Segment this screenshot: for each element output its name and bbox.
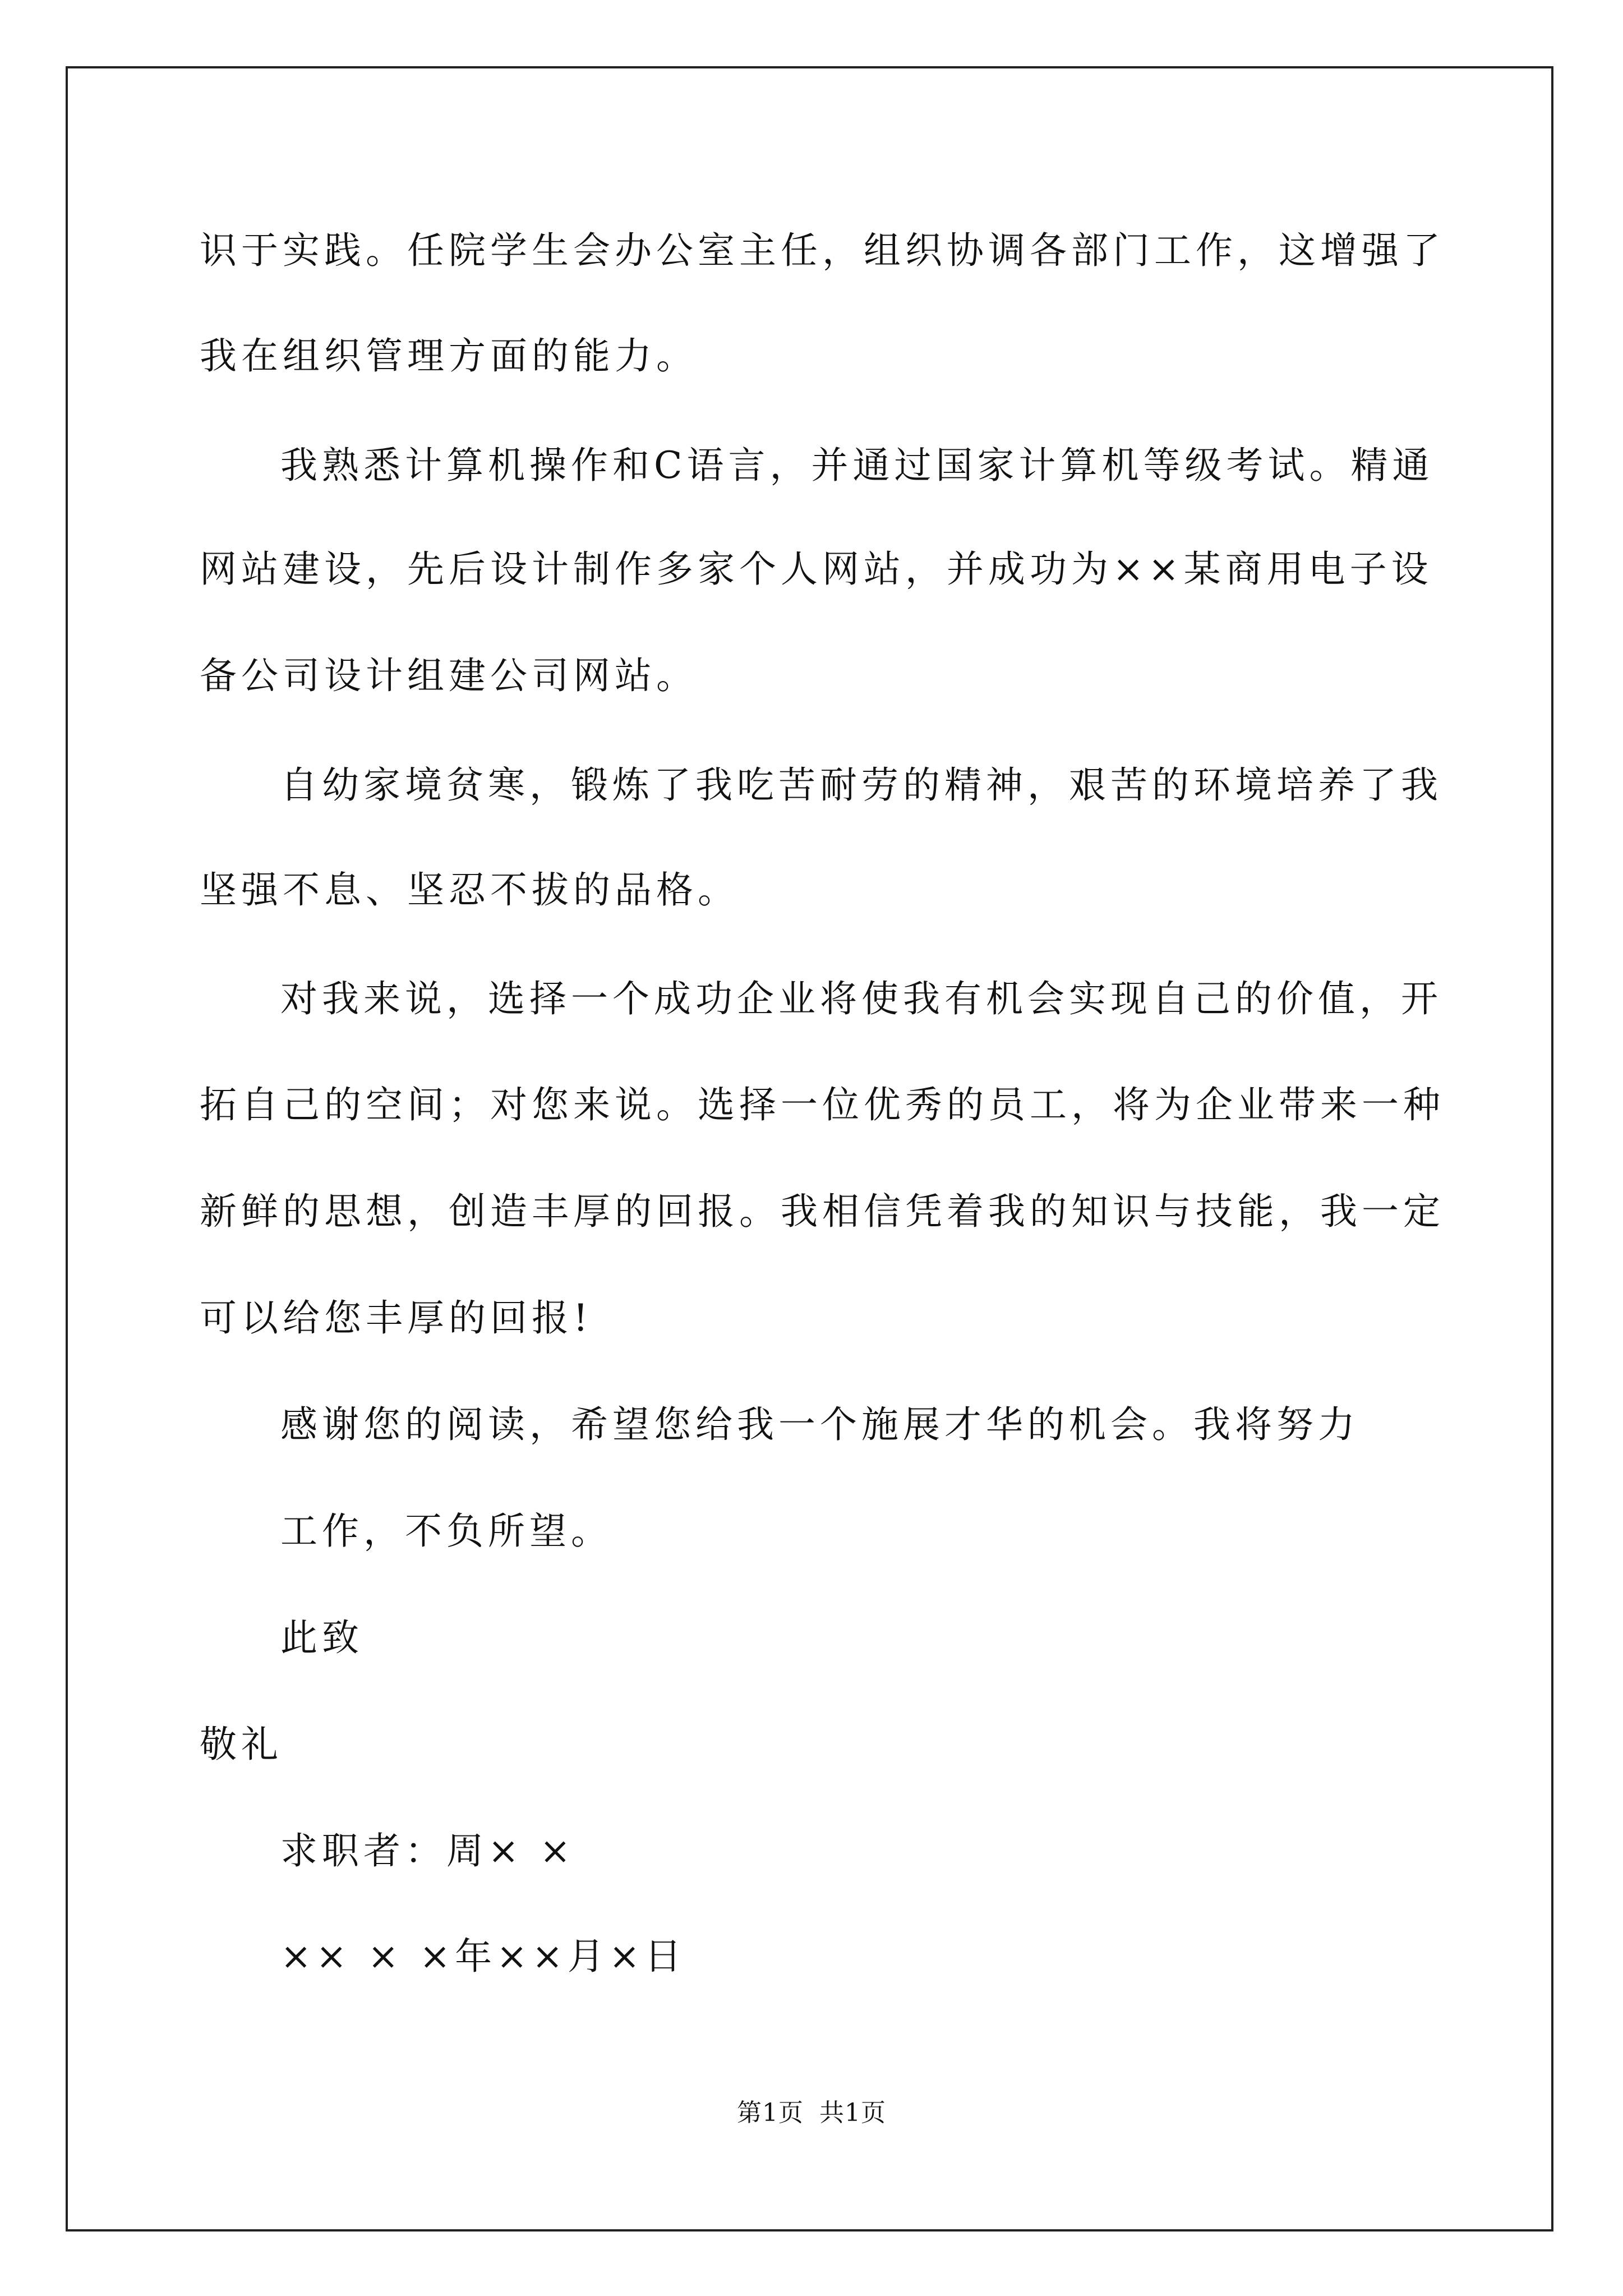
paragraph-line: 识于实践。任院学生会办公室主任，组织协调各部门工作，这增强了 xyxy=(200,229,1445,272)
paragraph-line: 我在组织管理方面的能力。 xyxy=(200,334,698,378)
paragraph-line: 坚强不息、坚忍不拔的品格。 xyxy=(200,868,739,912)
paragraph-line: 自幼家境贫寒，锻炼了我吃苦耐劳的精神，艰苦的环境培养了我 xyxy=(280,763,1442,807)
paragraph-line: 对我来说，选择一个成功企业将使我有机会实现自己的价值，开 xyxy=(280,977,1442,1020)
paragraph-line: 可以给您丰厚的回报! xyxy=(200,1296,593,1340)
page-footer xyxy=(0,2096,1623,2130)
salutation: 敬礼 xyxy=(200,1723,283,1766)
page-total: 共1页 xyxy=(819,2099,886,2127)
page-frame xyxy=(66,66,1553,2231)
page-number: 第1页 xyxy=(737,2099,804,2127)
paragraph-line: 感谢您的阅读，希望您给我一个施展才华的机会。我将努力 xyxy=(280,1403,1359,1446)
closing-phrase: 此致 xyxy=(280,1616,363,1659)
paragraph-line: 拓自己的空间；对您来说。选择一位优秀的员工，将为企业带来一种 xyxy=(200,1083,1445,1126)
paragraph-line: 新鲜的思想，创造丰厚的回报。我相信凭着我的知识与技能，我一定 xyxy=(200,1190,1445,1233)
paragraph-line: 工作，不负所望。 xyxy=(280,1510,612,1553)
date-line: ×× × ×年××月×日 xyxy=(280,1935,686,1978)
paragraph-line: 我熟悉计算机操作和C语言，并通过国家计算机等级考试。精通 xyxy=(280,444,1434,487)
paragraph-line: 网站建设，先后设计制作多家个人网站，并成功为××某商用电子设 xyxy=(200,547,1433,591)
paragraph-line: 备公司设计组建公司网站。 xyxy=(200,654,698,697)
signature-line: 求职者：周× × xyxy=(280,1829,575,1872)
